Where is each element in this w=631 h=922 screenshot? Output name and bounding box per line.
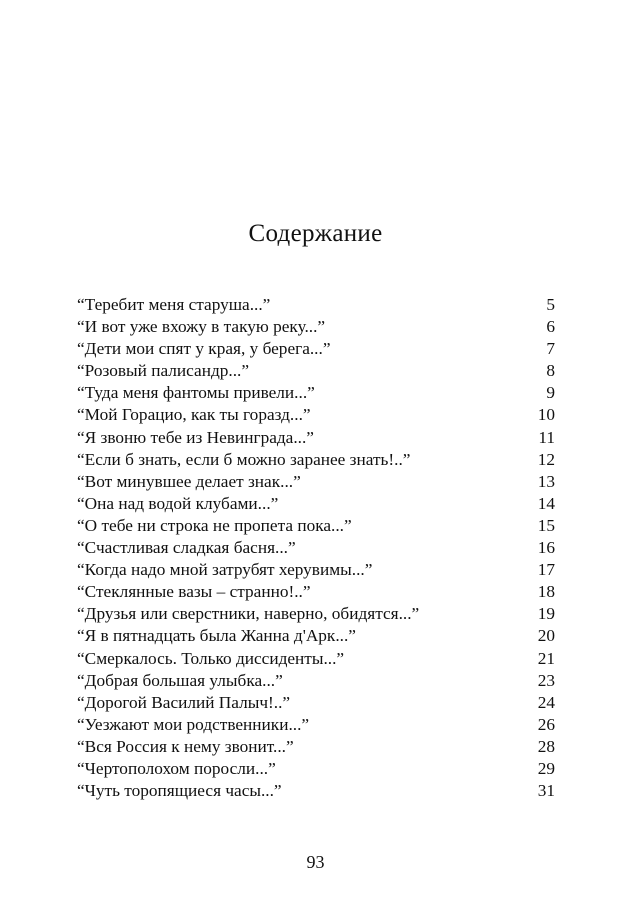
toc-entry-page: 13 [537, 471, 555, 491]
toc-entry-page: 15 [537, 515, 555, 535]
toc-entry [77, 537, 555, 559]
toc-entry-page: 11 [538, 427, 555, 447]
toc-entry-title: “Чуть торопящиеся часы...” [77, 781, 282, 801]
toc-entry [77, 736, 555, 758]
toc-entry-page: 21 [537, 648, 555, 668]
toc-entry-title: “И вот уже вхожу в такую реку...” [77, 317, 326, 337]
toc-entry-page: 18 [537, 582, 555, 602]
toc-entry-page: 31 [537, 781, 555, 801]
toc-entry [77, 382, 555, 404]
toc-entry-page: 24 [537, 692, 555, 712]
toc-entry-title: “Вся Россия к нему звонит...” [77, 736, 294, 756]
toc-entry [77, 581, 555, 603]
toc-entry-title: “Туда меня фантомы привели...” [77, 383, 315, 403]
toc-entry-title: “Мой Горацио, как ты горазд...” [77, 405, 311, 425]
toc-entry-title: “Стеклянные вазы – странно!..” [77, 582, 311, 602]
toc-entry-title: “Добрая большая улыбка...” [77, 670, 283, 690]
toc-entry-title: “Я звоню тебе из Невинграда...” [77, 427, 314, 447]
toc-entry [77, 404, 555, 426]
toc-entry [77, 780, 555, 802]
toc-entry [77, 449, 555, 471]
toc-entry-title: “Розовый палисандр...” [77, 361, 250, 381]
toc-entry [77, 493, 555, 515]
toc-entry [77, 360, 555, 382]
toc-entry-title: “Счастливая сладкая басня...” [77, 538, 296, 558]
toc-entry [77, 471, 555, 493]
toc-entry-title: “Чертополохом поросли...” [77, 758, 276, 778]
toc-entry-title: “Если б знать, если б можно заранее знать!..” [77, 449, 411, 469]
toc-entry-page: 29 [537, 758, 555, 778]
toc-entry-page: 14 [537, 493, 555, 513]
toc-entry-title: “Дорогой Василий Палыч!..” [77, 692, 291, 712]
toc-entry [77, 427, 555, 449]
toc-entry-page: 28 [537, 736, 555, 756]
toc-entry-title: “Друзья или сверстники, наверно, обидятся...” [77, 604, 420, 624]
toc-entry-page: 10 [537, 405, 555, 425]
toc-entry-page: 16 [537, 538, 555, 558]
toc-entry-title: “Уезжают мои родственники...” [77, 714, 310, 734]
toc-entry [77, 316, 555, 338]
toc-entry-title: “О тебе ни строка не пропета пока...” [77, 515, 352, 535]
toc-entry [77, 625, 555, 647]
toc-entry-title: “Дети мои спят у края, у берега...” [77, 339, 331, 359]
toc-entry-page: 6 [546, 317, 555, 337]
toc-entry [77, 714, 555, 736]
toc-entry [77, 338, 555, 360]
toc-entry-page: 8 [546, 361, 555, 381]
toc-entry [77, 648, 555, 670]
toc-entry-page: 23 [537, 670, 555, 690]
page-number: 93 [306, 852, 325, 872]
toc-entry-page: 12 [537, 449, 555, 469]
page-title: Содержание [248, 220, 383, 247]
toc-entry [77, 670, 555, 692]
toc-entry-page: 26 [537, 714, 555, 734]
toc-entry-page: 7 [546, 339, 555, 359]
toc-entry [77, 559, 555, 581]
toc-entry-title: “Смеркалось. Только диссиденты...” [77, 648, 345, 668]
toc-entry-title: “Теребит меня старуша...” [77, 295, 271, 314]
toc-entry [77, 515, 555, 537]
toc-entry-page: 20 [537, 626, 555, 646]
toc-entry-title: “Я в пятнадцать была Жанна д'Арк...” [77, 626, 356, 646]
table-of-contents [77, 294, 555, 802]
toc-entry-page: 5 [546, 295, 555, 314]
toc-entry-page: 19 [537, 604, 555, 624]
toc-entry-title: “Она над водой клубами...” [77, 493, 279, 513]
toc-entry [77, 603, 555, 625]
toc-entry [77, 692, 555, 714]
toc-entry-page: 9 [546, 383, 555, 403]
toc-entry-title: “Когда надо мной затрубят херувимы...” [77, 560, 373, 580]
toc-entry-page: 17 [537, 560, 555, 580]
toc-entry [77, 294, 555, 316]
toc-entry [77, 758, 555, 780]
toc-entry-title: “Вот минувшее делает знак...” [77, 471, 301, 491]
